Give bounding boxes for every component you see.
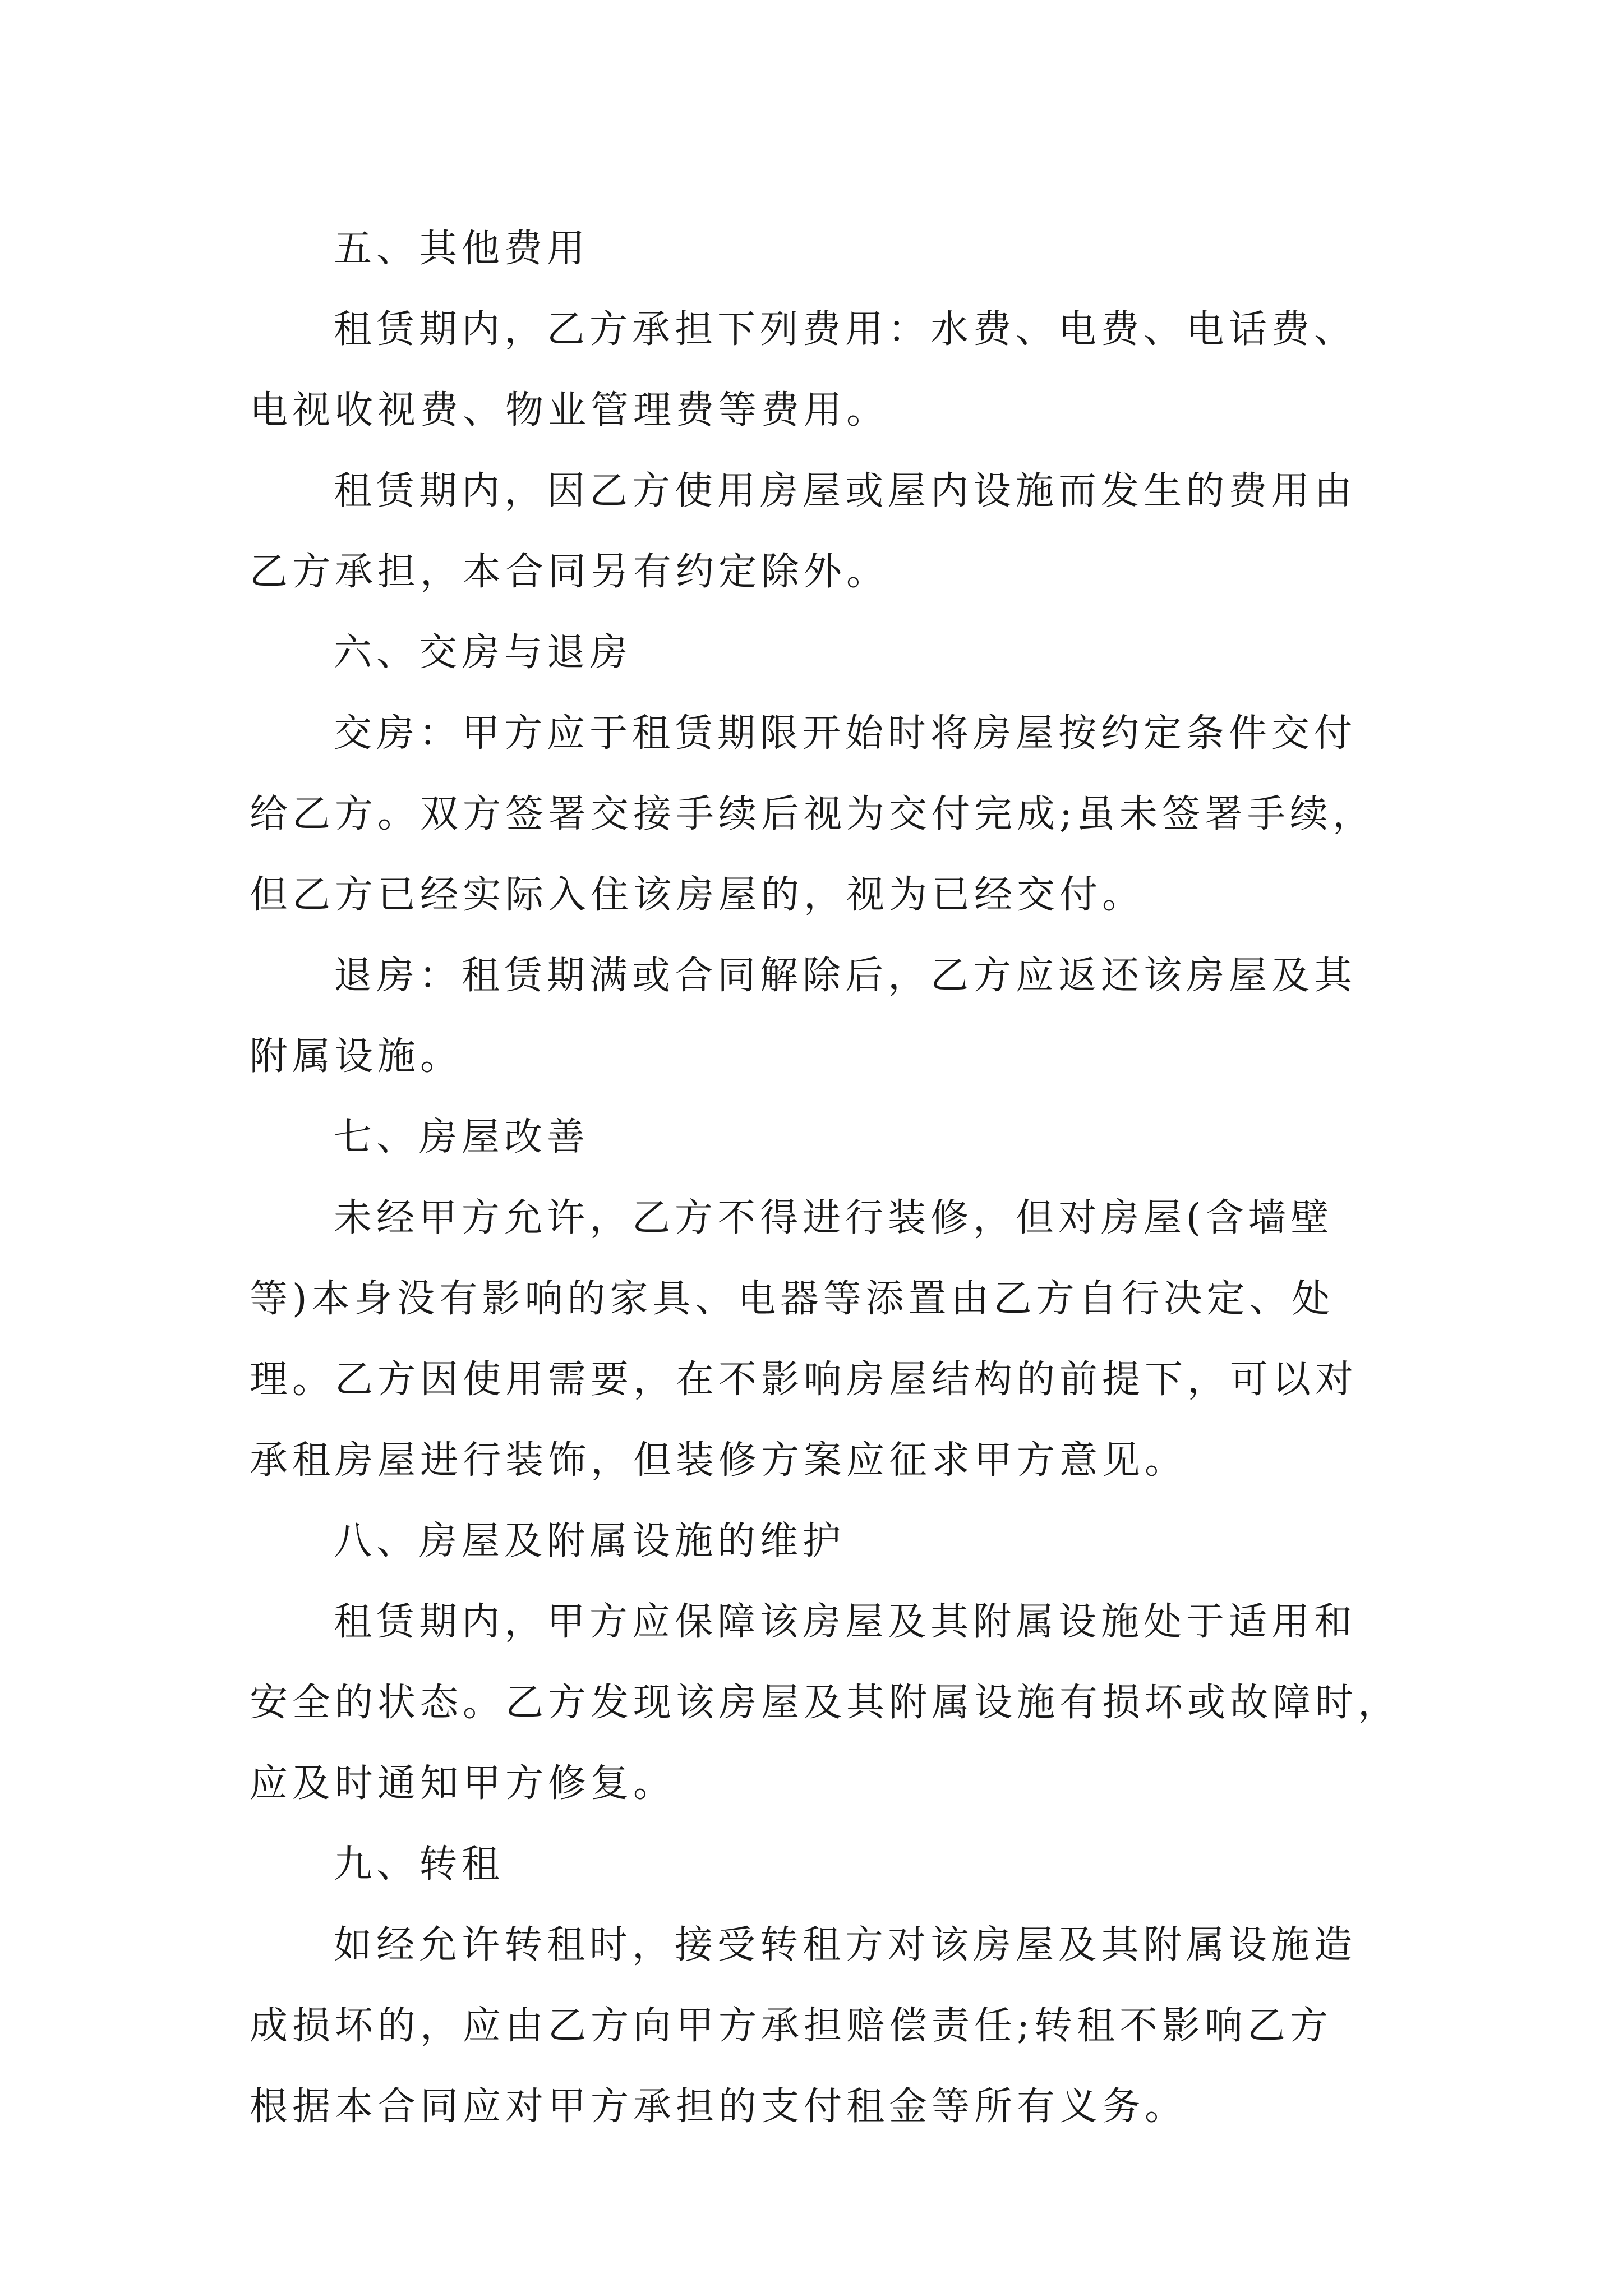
paragraph-line: 如经允许转租时，接受转租方对该房屋及其附属设施造 — [334, 1923, 1357, 1967]
paragraph-line: 附属设施。 — [250, 1034, 463, 1079]
paragraph-line: 电视收视费、物业管理费等费用。 — [250, 388, 889, 432]
paragraph-line: 给乙方。双方签署交接手续后视为交付完成;虽未签署手续， — [250, 792, 1375, 836]
paragraph-line: 等)本身没有影响的家具、电器等添置由乙方自行决定、处 — [250, 1277, 1335, 1321]
paragraph-line: 安全的状态。乙方发现该房屋及其附属设施有损坏或故障时， — [250, 1681, 1401, 1725]
paragraph-line: 租赁期内，因乙方使用房屋或屋内设施而发生的费用由 — [334, 469, 1357, 513]
paragraph-line: 交房：甲方应于租赁期限开始时将房屋按约定条件交付 — [334, 711, 1357, 756]
section-heading-other-fees: 五、其他费用 — [334, 227, 590, 271]
paragraph-line: 未经甲方允许，乙方不得进行装修，但对房屋(含墙壁 — [334, 1196, 1334, 1240]
section-heading-improvement: 七、房屋改善 — [334, 1115, 590, 1159]
section-heading-maintenance: 八、房屋及附属设施的维护 — [334, 1519, 846, 1563]
paragraph-line: 但乙方已经实际入住该房屋的，视为已经交付。 — [250, 873, 1145, 917]
paragraph-line: 根据本合同应对甲方承担的支付租金等所有义务。 — [250, 2085, 1188, 2129]
paragraph-line: 应及时通知甲方修复。 — [250, 1761, 676, 1806]
section-heading-sublease: 九、转租 — [334, 1842, 505, 1887]
paragraph-line: 租赁期内，甲方应保障该房屋及其附属设施处于适用和 — [334, 1600, 1357, 1644]
document-body — [250, 209, 1401, 2147]
section-heading-handover: 六、交房与退房 — [334, 631, 633, 675]
paragraph-line: 租赁期内，乙方承担下列费用：水费、电费、电话费、 — [334, 307, 1357, 352]
paragraph-line: 乙方承担，本合同另有约定除外。 — [250, 550, 889, 594]
paragraph-line: 成损坏的，应由乙方向甲方承担赔偿责任;转租不影响乙方 — [250, 2004, 1332, 2048]
paragraph-line: 理。乙方因使用需要，在不影响房屋结构的前提下，可以对 — [250, 1358, 1358, 1402]
paragraph-line: 承租房屋进行装饰，但装修方案应征求甲方意见。 — [250, 1438, 1188, 1483]
paragraph-line: 退房：租赁期满或合同解除后，乙方应返还该房屋及其 — [334, 954, 1357, 998]
